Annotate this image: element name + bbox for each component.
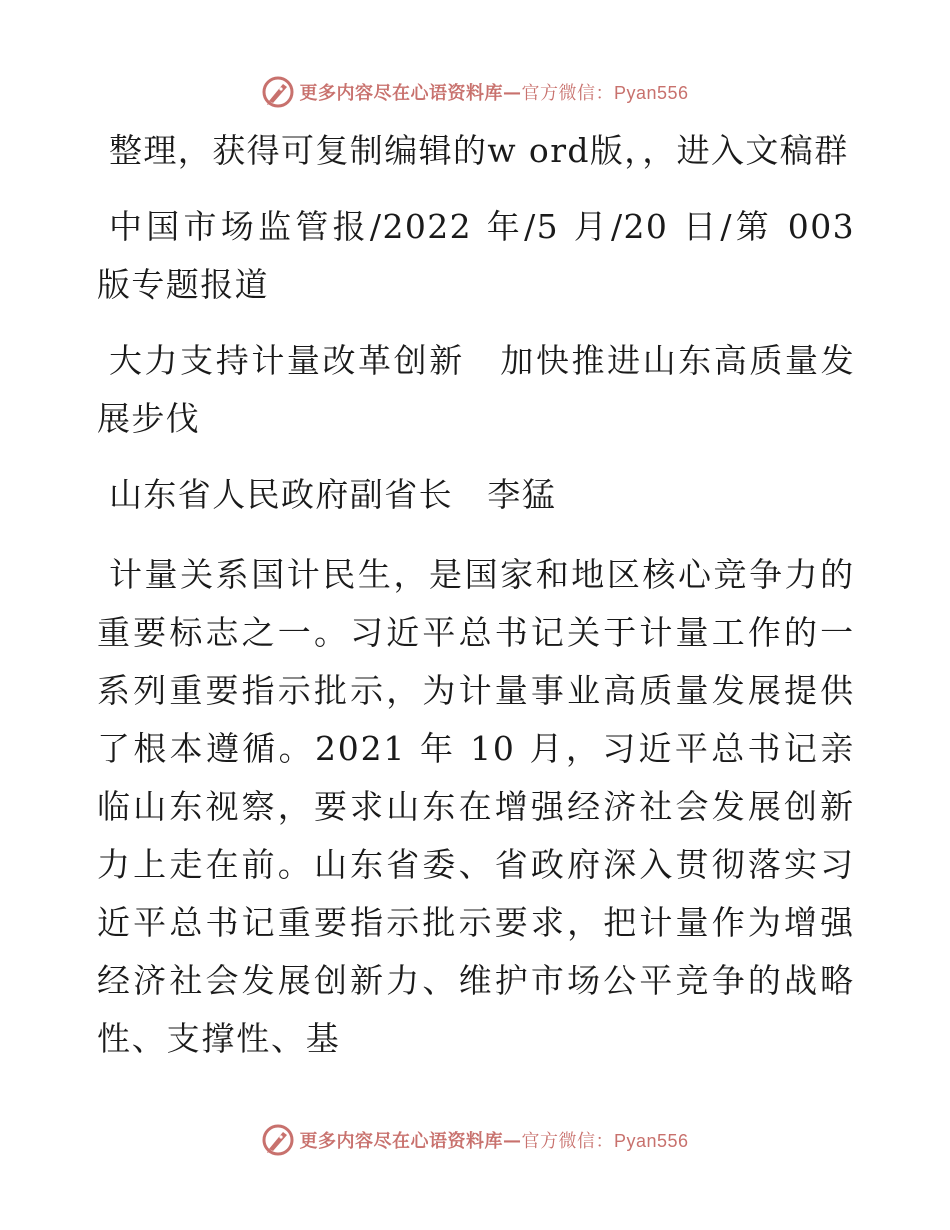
watermark-separator: — <box>502 1129 522 1151</box>
document-body <box>97 122 855 1086</box>
pen-nib-logo-icon <box>261 1123 295 1157</box>
watermark-footer <box>0 1120 950 1160</box>
watermark-contact: 官方微信：Pyan556 <box>521 83 689 103</box>
watermark-site-text: 更多内容尽在心语资料库 <box>299 83 503 104</box>
article-title: 大力支持计量改革创新 加快推进山东高质量发展步伐 <box>97 341 855 438</box>
watermark-separator: — <box>502 81 522 103</box>
body-paragraph: 计量关系国计民生，是国家和地区核心竞争力的重要标志之一。习近平总书记关于计量工作的一系列重要指示批示，为计量事业高质量发展提供了根本遵循。2021 年 10 月，习近平总书记亲临山东视察，要求山东在增强经济社会发展创新力上走在前。山东省委、省政府深入贯彻落实习近平总书记重要指示批示要求，把计量作为增强经济社会发展创新力、维护市场公平竞争的战略性、支撑性、基 <box>97 555 855 1058</box>
watermark-site-text: 更多内容尽在心语资料库 <box>299 1131 503 1152</box>
author-line: 山东省人民政府副省长 李猛 <box>109 475 557 514</box>
pen-nib-logo-icon <box>261 75 295 109</box>
watermark-contact: 官方微信：Pyan556 <box>521 1131 689 1151</box>
watermark-header <box>0 72 950 112</box>
source-line: 中国市场监管报/2022 年/5 月/20 日/第 003 版专题报道 <box>97 207 855 304</box>
intro-note: 整理，获得可复制编辑的w ord版，，进入文稿群 <box>109 131 849 170</box>
